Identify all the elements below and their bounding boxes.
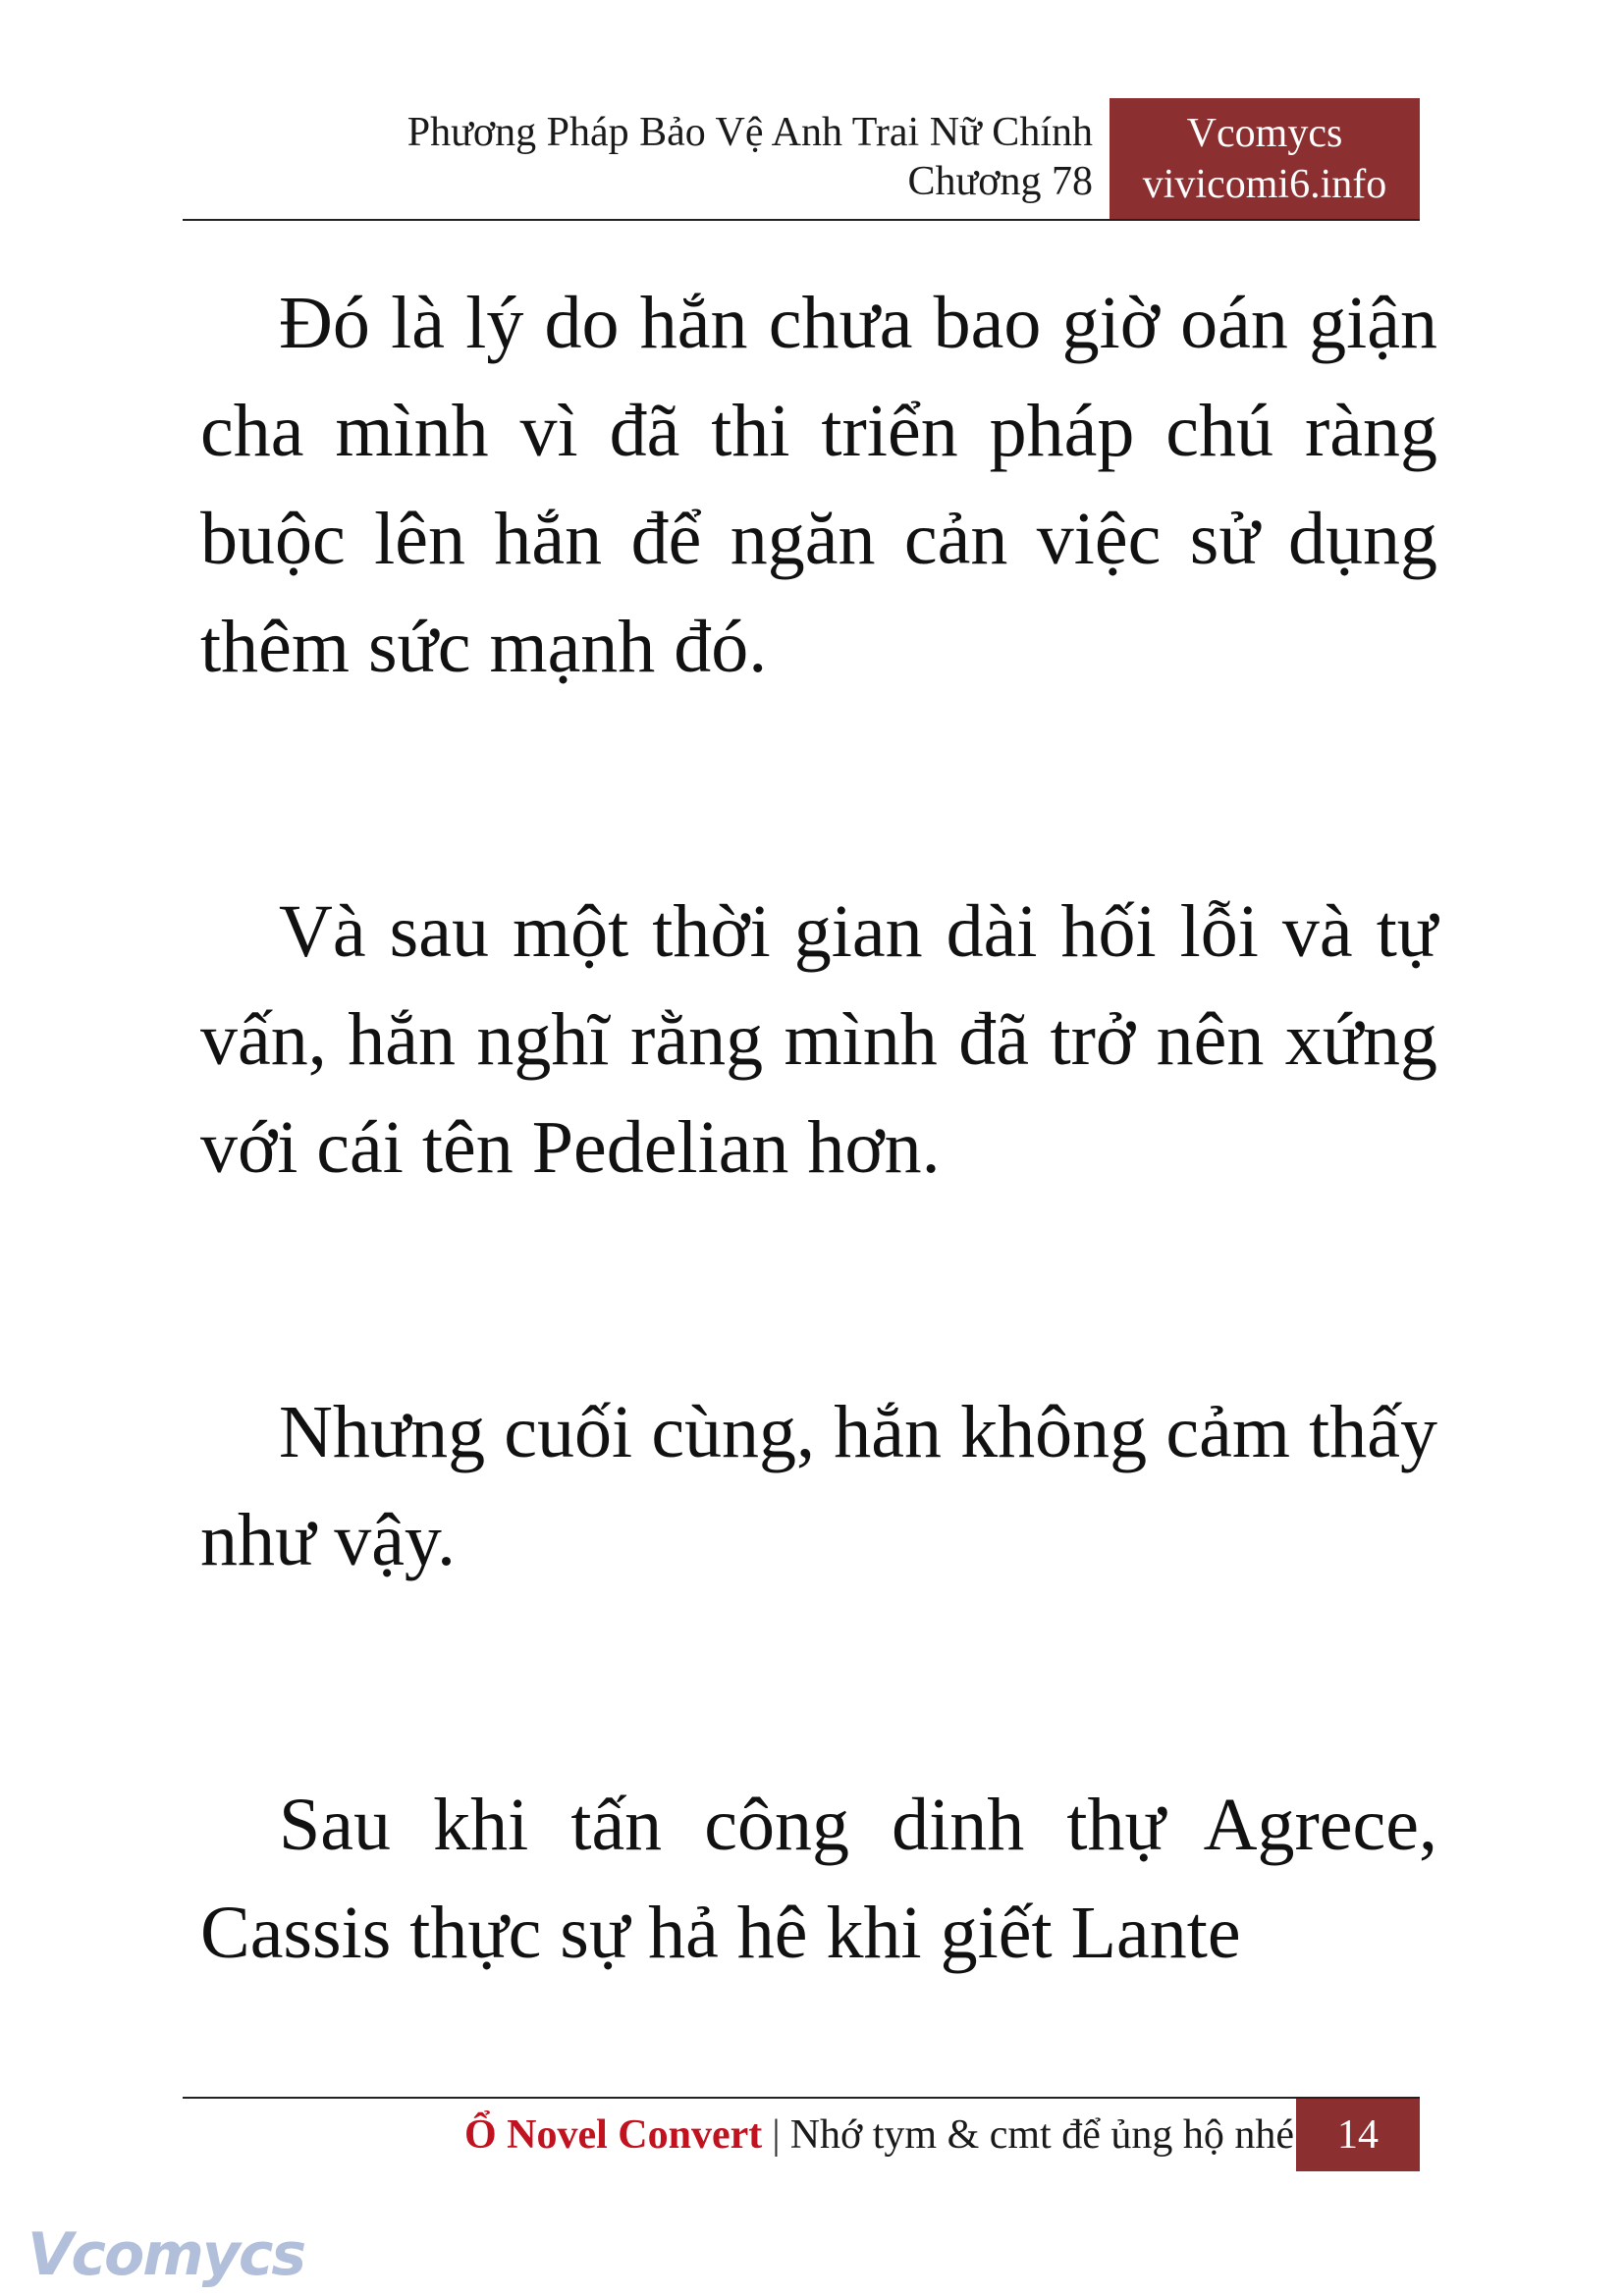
paragraph: Nhưng cuối cùng, hắn không cảm thấy như vậy.	[200, 1391, 1437, 1581]
paragraph: Đó là lý do hắn chưa bao giờ oán giận cha mình vì đã thi triển pháp chú ràng buộc lên hắn để ngăn cản việc sử dụng thêm sức mạnh đó.	[200, 282, 1437, 688]
footer-note	[464, 2110, 1294, 2160]
paragraph: Và sau một thời gian dài hối lỗi và tự vấn, hắn nghĩ rằng mình đã trở nên xứng với cái tên Pedelian hơn.	[200, 890, 1437, 1189]
header-divider	[183, 219, 1420, 221]
book-title: Phương Pháp Bảo Vệ Anh Trai Nữ Chính	[406, 110, 1093, 155]
chapter-label: Chương 78	[907, 159, 1093, 204]
site-name: Vcomycs	[1186, 111, 1343, 156]
page-number: 14	[1296, 2099, 1420, 2171]
site-badge	[1110, 98, 1420, 220]
chapter-body	[200, 269, 1437, 1987]
header-titles	[407, 108, 1093, 206]
footer-message: Nhớ tym & cmt để ủng hộ nhé	[789, 2112, 1294, 2158]
site-url: vivicomi6.info	[1142, 162, 1387, 207]
footer-brand: Ổ Novel Convert	[463, 2112, 763, 2158]
paragraph: Sau khi tấn công dinh thự Agrece, Cassis thực sự hả hê khi giết Lante	[200, 1784, 1437, 1974]
watermark-logo: Vcomycs	[27, 2220, 305, 2289]
page-header	[183, 98, 1420, 220]
page-footer	[183, 2099, 1420, 2171]
footer-separator: |	[772, 2112, 781, 2158]
